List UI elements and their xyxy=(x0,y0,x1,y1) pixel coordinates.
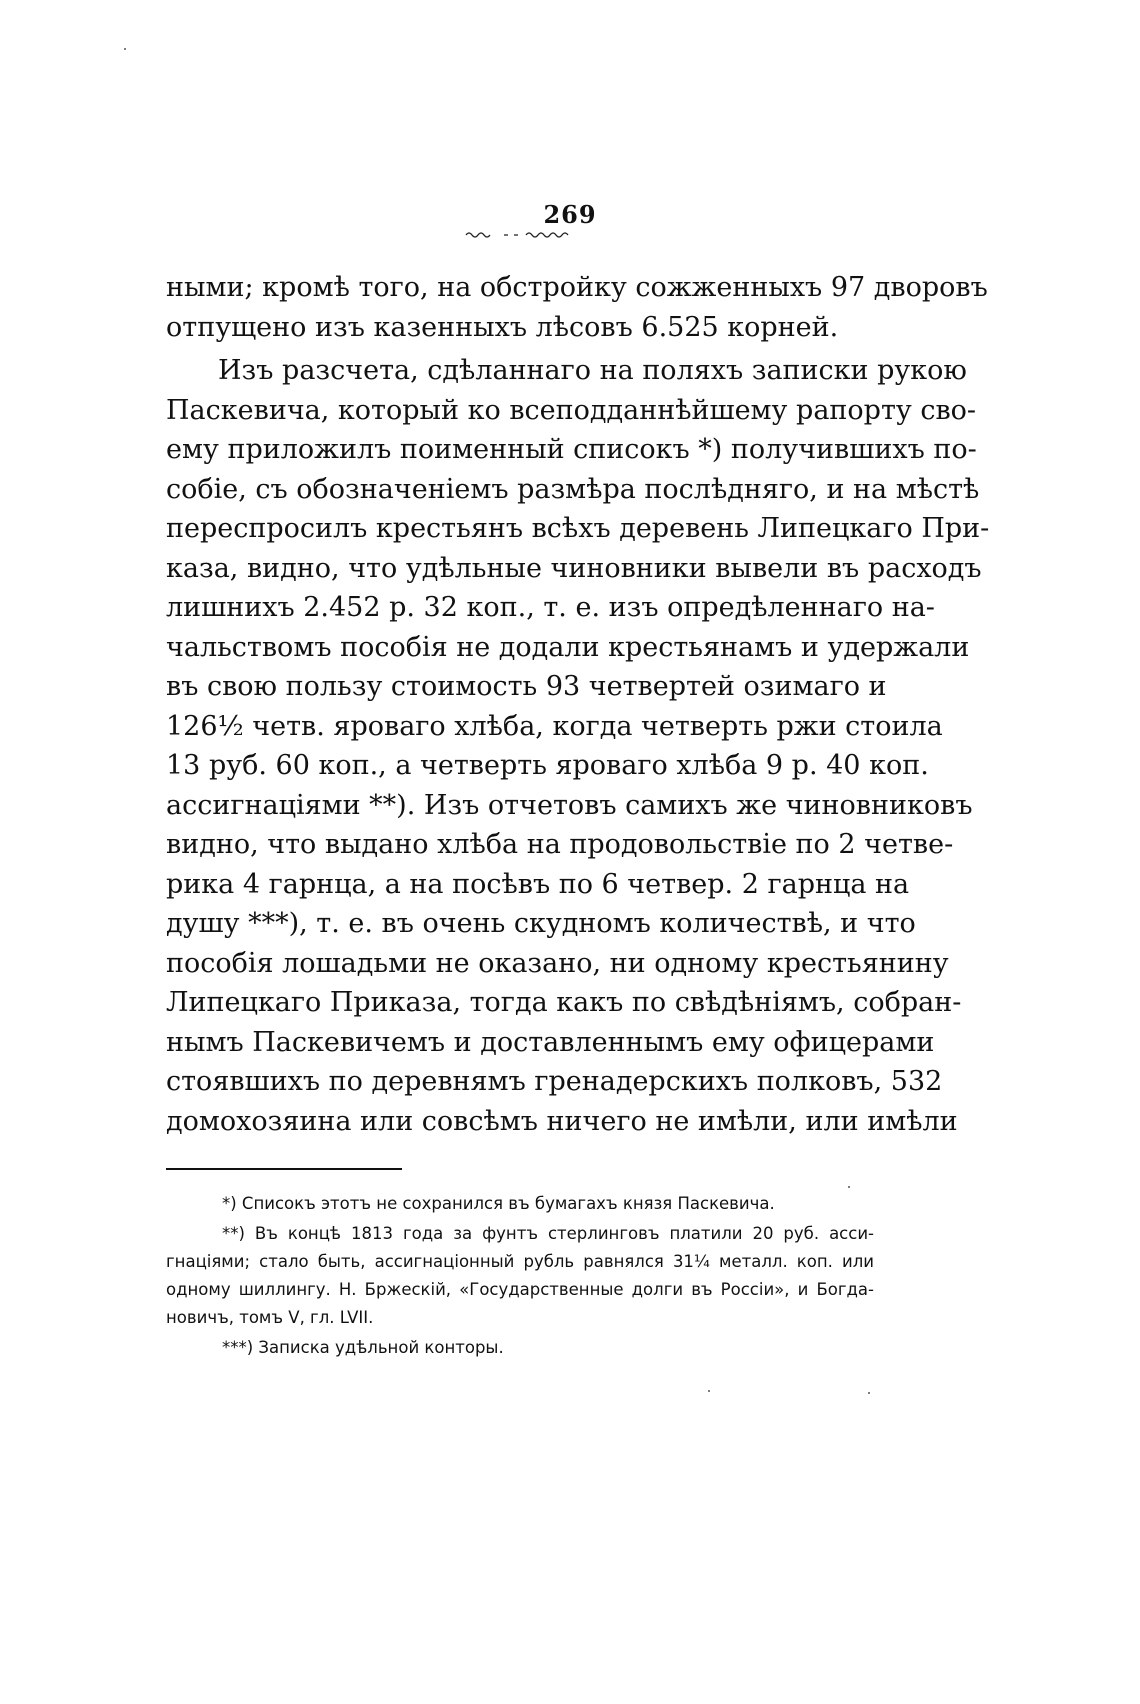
text-line: лишнихъ 2.452 р. 32 коп., т. е. изъ опредѣленнаго на- xyxy=(166,592,935,623)
text-line: рика 4 гарнца, а на посѣвъ по 6 четвер. 2 гарнца на xyxy=(166,868,910,900)
text-line: въ свою пользу стоимость 93 четвертей озимаго и xyxy=(166,671,887,702)
footnote-line: новичъ, томъ V, гл. LVII. xyxy=(166,1308,374,1327)
text-line: чальствомъ пособія не додали крестьянамъ и удержали xyxy=(166,631,970,663)
footnote-divider xyxy=(166,1168,402,1170)
scan-speck xyxy=(868,1392,870,1394)
footnotes xyxy=(166,1190,874,1364)
text-line: домохозяина или совсѣмъ ничего не имѣли, или имѣли xyxy=(166,1105,958,1137)
text-line: ему приложилъ поименный списокъ *) получившихъ по- xyxy=(166,434,977,465)
page-number: 269 xyxy=(543,200,597,229)
text-line-indented xyxy=(166,351,967,391)
text-line: душу ***), т. е. въ очень скудномъ количествѣ, и что xyxy=(166,908,916,939)
footnote-3 xyxy=(166,1334,874,1362)
footnote-2 xyxy=(166,1220,874,1332)
text-line: ными; кромѣ того, на обстройку сожженныхъ 97 дворовъ xyxy=(166,272,988,303)
page-number-ornament xyxy=(464,229,580,239)
paragraph-main xyxy=(166,351,990,1141)
text-line: пособія лошадьми не оказано, ни одному крестьянину xyxy=(166,947,949,979)
text-line: переспросилъ крестьянъ всѣхъ деревень Липецкаго При- xyxy=(166,513,990,544)
text-line: Паскевича, который ко всеподданнѣйшему рапорту сво- xyxy=(166,394,977,426)
text-line: нымъ Паскевичемъ и доставленнымъ ему офицерами xyxy=(166,1026,935,1058)
paragraph-continuation xyxy=(166,268,988,347)
text-line: Липецкаго Приказа, тогда какъ по свѣдѣніямъ, собран- xyxy=(166,987,962,1018)
text-line: 126½ четв. яроваго хлѣба, когда четверть ржи стоила xyxy=(166,710,943,742)
text-line: 13 руб. 60 коп., а четверть яроваго хлѣба 9 р. 40 коп. xyxy=(166,750,929,781)
text-line: каза, видно, что удѣльные чиновники вывели въ расходъ xyxy=(166,552,982,584)
footnote-line: **) Въ концѣ 1813 года за фунтъ стерлинговъ платили 20 руб. асси- xyxy=(222,1224,874,1243)
text-line: стоявшихъ по деревнямъ гренадерскихъ полковъ, 532 xyxy=(166,1066,943,1097)
scan-speck xyxy=(708,1390,710,1392)
footnote-line: *) Списокъ этотъ не сохранился въ бумагахъ князя Паскевича. xyxy=(222,1194,775,1213)
footnote-line: ***) Записка удѣльной конторы. xyxy=(222,1338,504,1357)
scan-speck xyxy=(124,48,126,50)
text-line-content: Изъ разсчета, сдѣланнаго на поляхъ записки рукою xyxy=(218,355,967,386)
text-line: видно, что выдано хлѣба на продовольствіе по 2 четве- xyxy=(166,829,954,860)
footnote-line: одному шиллингу. Н. Бржескій, «Государственные долги въ Россіи», и Богда- xyxy=(166,1280,874,1299)
footnote-line: гнаціями; стало быть, ассигнаціонный рубль равнялся 31¼ металл. коп. или xyxy=(166,1252,874,1271)
text-line: ассигнаціями **). Изъ отчетовъ самихъ же чиновниковъ xyxy=(166,789,973,821)
scan-speck xyxy=(848,1186,850,1188)
footnote-1 xyxy=(166,1190,874,1218)
text-line: собіе, съ обозначеніемъ размѣра послѣдняго, и на мѣстѣ xyxy=(166,473,980,505)
text-line: отпущено изъ казенныхъ лѣсовъ 6.525 корней. xyxy=(166,311,839,343)
